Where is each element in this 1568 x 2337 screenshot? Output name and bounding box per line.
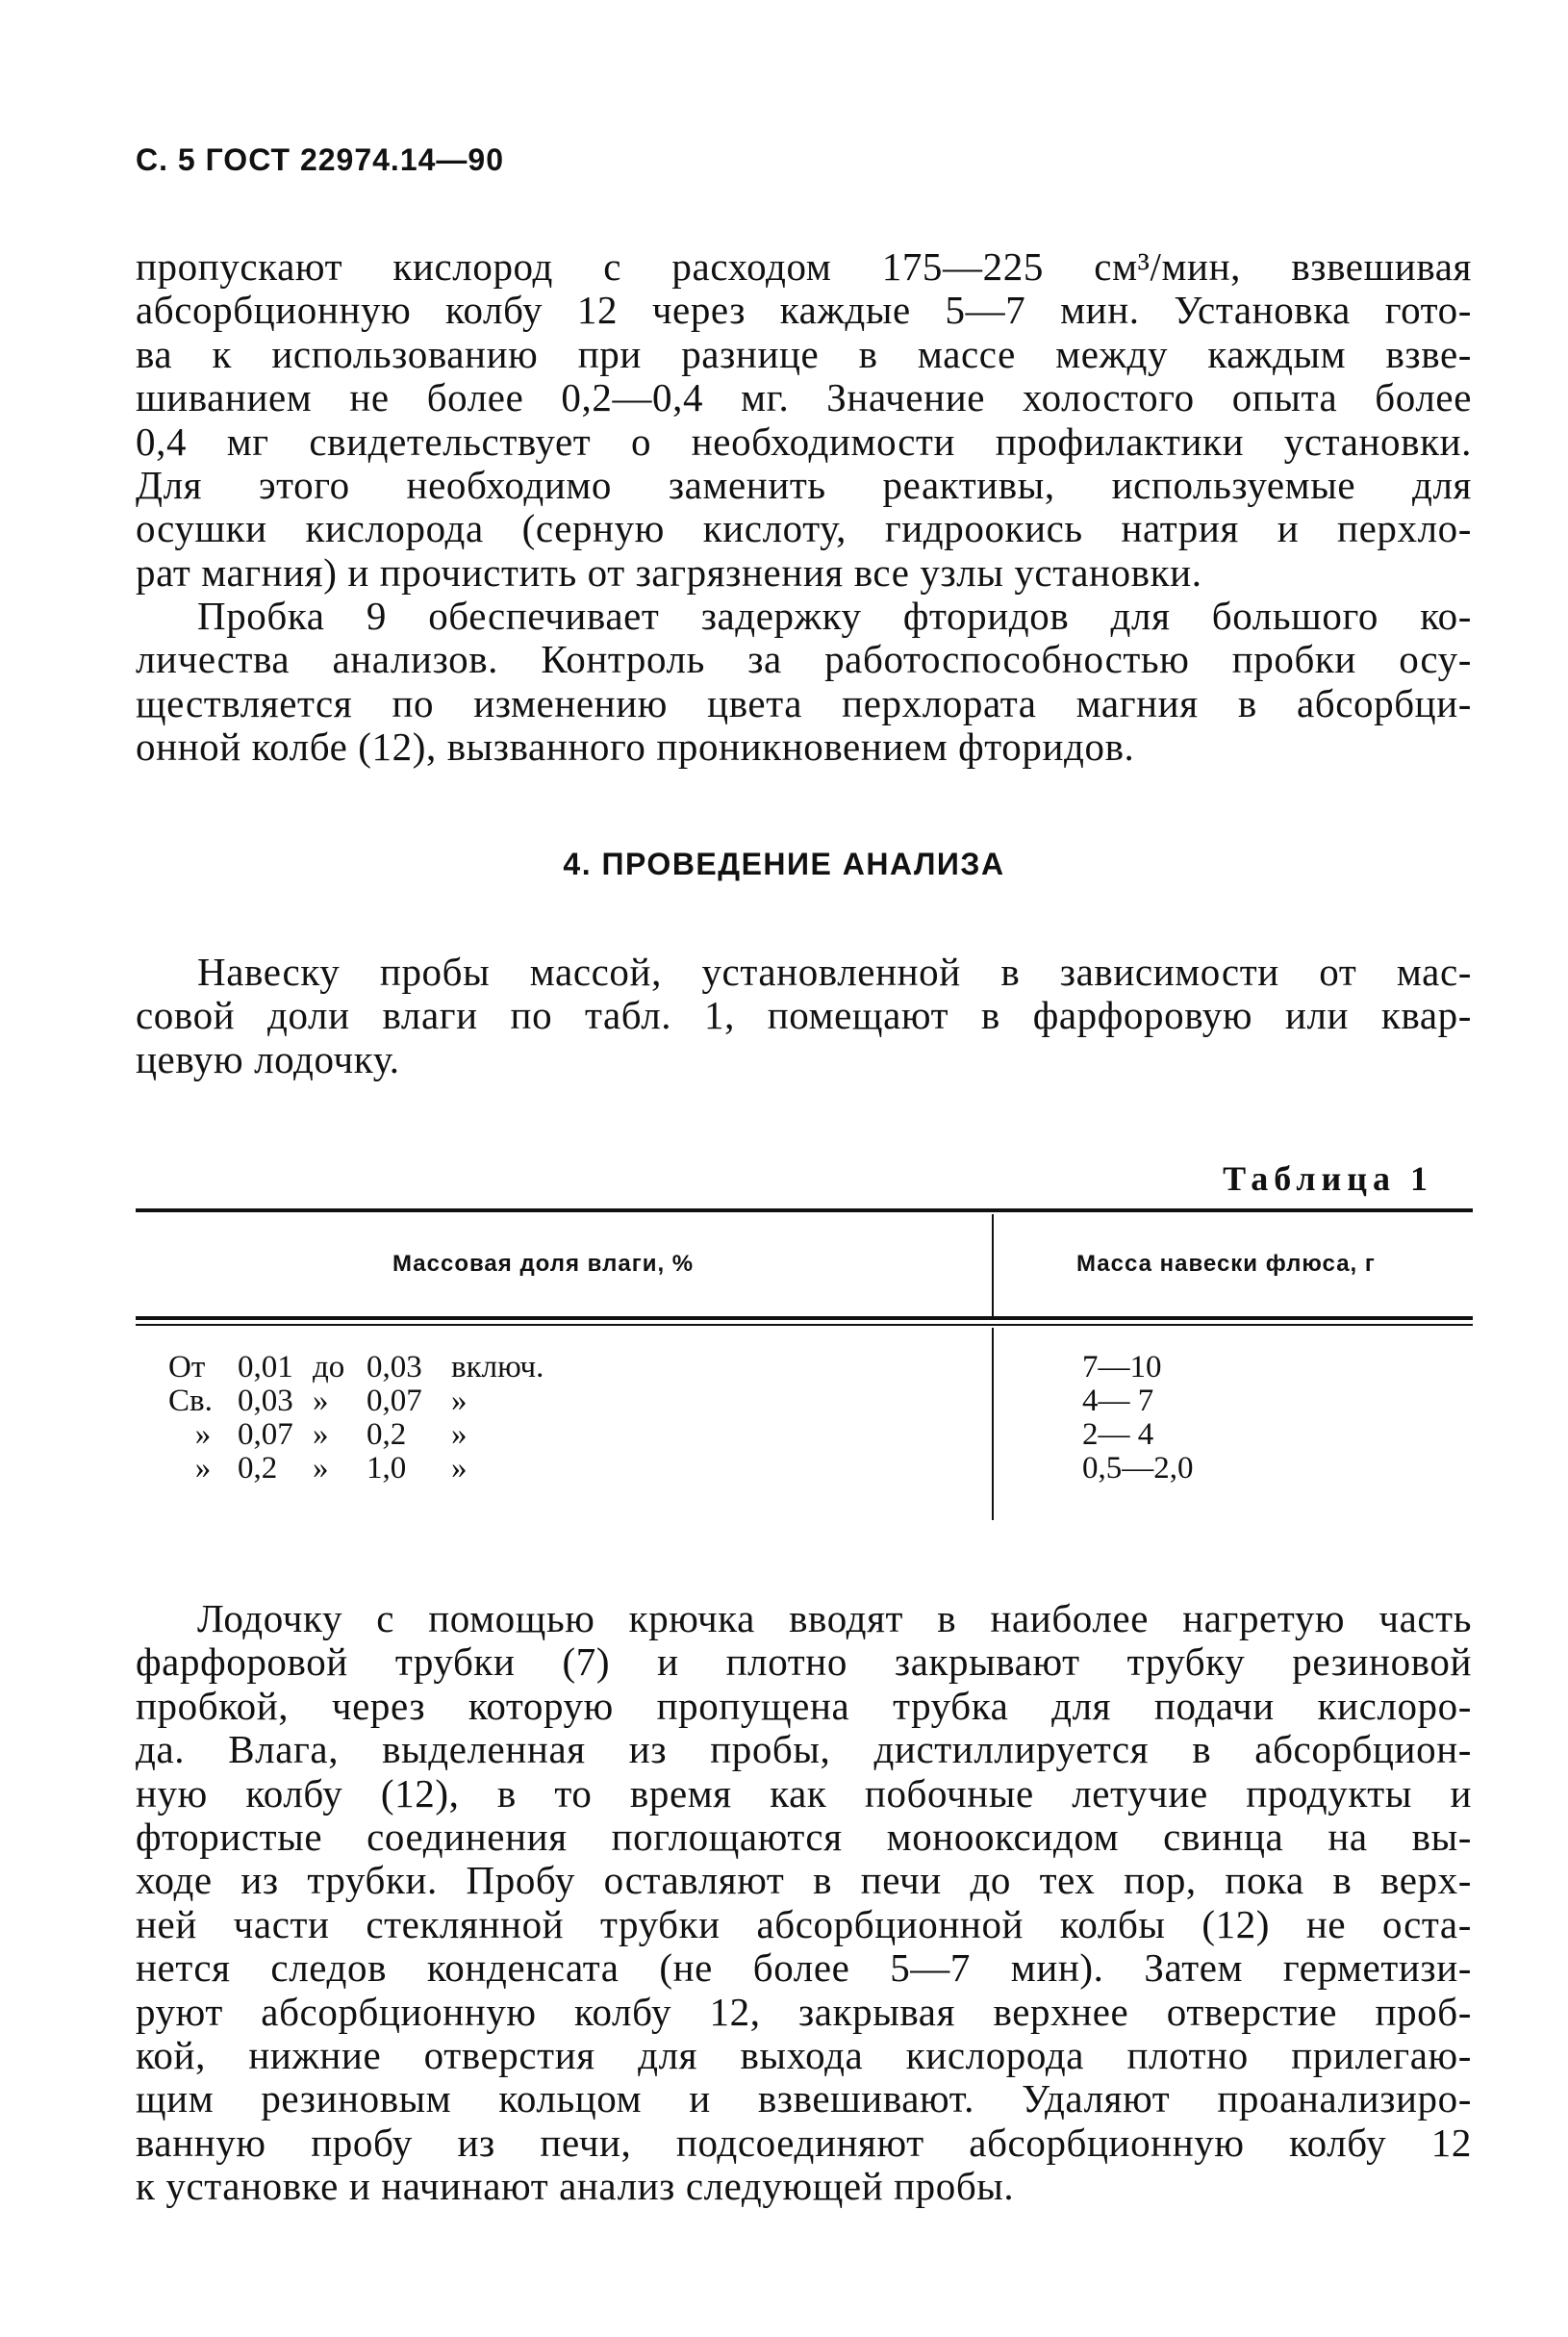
- text-line: ва к использованию при разнице в массе между каждым взве-: [136, 331, 1472, 376]
- table-header-rule-thin: [136, 1324, 1473, 1326]
- cell-to: 0,03: [367, 1350, 422, 1384]
- table-row: [168, 1452, 544, 1486]
- table-header-moisture: Массовая доля влаги, %: [392, 1251, 695, 1277]
- text-line: осушки кислорода (серную кислоту, гидроокись натрия и перхло-: [136, 506, 1472, 551]
- text-line: Для этого необходимо заменить реактивы, используемые для: [136, 463, 1472, 508]
- cell-suffix: включ.: [451, 1350, 544, 1384]
- table-column-moisture: [168, 1351, 544, 1486]
- cell-prefix: »: [194, 1451, 212, 1486]
- text-line: да. Влага, выделенная из пробы, дистиллируется в абсорбцион-: [136, 1727, 1472, 1772]
- cell-sep: »: [313, 1417, 329, 1452]
- table-row: [168, 1384, 544, 1418]
- text-line: ванную пробу из печи, подсоединяют абсорбционную колбу 12: [136, 2120, 1472, 2165]
- text-line: личества анализов. Контроль за работоспособностью пробки осу-: [136, 637, 1472, 682]
- cell-from: 0,2: [238, 1451, 278, 1486]
- table-row: [168, 1351, 544, 1384]
- paragraph-1: [136, 245, 1472, 595]
- cell-to: 0,2: [367, 1417, 407, 1452]
- text-line: ходе из трубки. Пробу оставляют в печи до тех пор, пока в верх-: [136, 1858, 1472, 1903]
- text-line: фарфоровой трубки (7) и плотно закрывают трубку резиновой: [136, 1639, 1472, 1685]
- section-title: 4. ПРОВЕДЕНИЕ АНАЛИЗА: [563, 847, 1005, 881]
- cell-from: 0,01: [238, 1350, 293, 1384]
- text-line: пропускают кислород с расходом 175—225 см³/мин, взвешивая: [136, 244, 1472, 289]
- paragraph-3: [136, 951, 1472, 1081]
- table-cell-mass: 2— 4: [1082, 1417, 1154, 1452]
- table-caption: Таблица 1: [1223, 1159, 1433, 1198]
- text-line: шиванием не более 0,2—0,4 мг. Значение холостого опыта более: [136, 375, 1472, 420]
- cell-to: 0,07: [367, 1384, 422, 1418]
- table-header-mass: Масса навески флюса, г: [1076, 1251, 1376, 1277]
- table-body-divider: [992, 1328, 994, 1520]
- table-cell-mass: 4— 7: [1082, 1384, 1154, 1418]
- cell-sep: »: [313, 1451, 329, 1486]
- text-line: щим резиновым кольцом и взвешивают. Удаляют проанализиро-: [136, 2076, 1472, 2121]
- cell-suffix: »: [451, 1384, 468, 1418]
- cell-prefix: Св.: [168, 1384, 213, 1418]
- text-line: совой доли влаги по табл. 1, помещают в фарфоровую или квар-: [136, 993, 1472, 1038]
- table-top-rule: [136, 1208, 1473, 1212]
- text-line: ную колбу (12), в то время как побочные летучие продукты и: [136, 1770, 1472, 1816]
- text-line: кой, нижние отверстия для выхода кислорода плотно прилегаю-: [136, 2033, 1472, 2078]
- cell-prefix: От: [168, 1350, 206, 1384]
- text-line: онной колбе (12), вызванного проникновением фторидов.: [136, 724, 1135, 770]
- cell-from: 0,07: [238, 1417, 293, 1452]
- cell-prefix: »: [194, 1417, 212, 1452]
- table-header-rule: [136, 1316, 1473, 1320]
- text-line: пробкой, через которую пропущена трубка для подачи кислоро-: [136, 1683, 1472, 1728]
- text-line: руют абсорбционную колбу 12, закрывая верхнее отверстие проб-: [136, 1989, 1472, 2034]
- table-cell-mass: 0,5—2,0: [1082, 1451, 1194, 1486]
- table-row: [168, 1418, 544, 1452]
- text-line: цевую лодочку.: [136, 1036, 400, 1081]
- text-line: Навеску пробы массой, установленной в зависимости от мас-: [197, 950, 1472, 994]
- text-line: абсорбционную колбу 12 через каждые 5—7 мин. Установка гото-: [136, 288, 1472, 333]
- text-line: 0,4 мг свидетельствует о необходимости профилактики установки.: [136, 419, 1472, 464]
- text-line: рат магния) и прочистить от загрязнения все узлы установки.: [136, 549, 1202, 595]
- cell-sep: до: [313, 1350, 345, 1384]
- text-line: к установке и начинают анализ следующей пробы.: [136, 2164, 1015, 2209]
- text-line: Лодочку с помощью крючка вводят в наиболее нагретую часть: [197, 1596, 1472, 1640]
- cell-to: 1,0: [367, 1451, 407, 1486]
- text-line: фтористые соединения поглощаются монооксидом свинца на вы-: [136, 1815, 1472, 1860]
- cell-suffix: »: [451, 1417, 468, 1452]
- table-column-mass: [1082, 1351, 1194, 1486]
- paragraph-2: [136, 595, 1472, 770]
- cell-from: 0,03: [238, 1384, 293, 1418]
- text-line: ществляется по изменению цвета перхлората магния в абсорбци-: [136, 680, 1472, 725]
- paragraph-4: [136, 1597, 1472, 2209]
- text-line: Пробка 9 обеспечивает задержку фторидов для большого ко-: [197, 594, 1472, 638]
- cell-suffix: »: [451, 1451, 468, 1486]
- text-line: нется следов конденсата (не более 5—7 мин). Затем герметизи-: [136, 1945, 1472, 1991]
- text-line: ней части стеклянной трубки абсорбционной колбы (12) не оста-: [136, 1901, 1472, 1946]
- table-cell-mass: 7—10: [1082, 1350, 1162, 1384]
- table-header-divider: [992, 1214, 994, 1316]
- cell-sep: »: [313, 1384, 329, 1418]
- page-header: С. 5 ГОСТ 22974.14—90: [136, 142, 504, 177]
